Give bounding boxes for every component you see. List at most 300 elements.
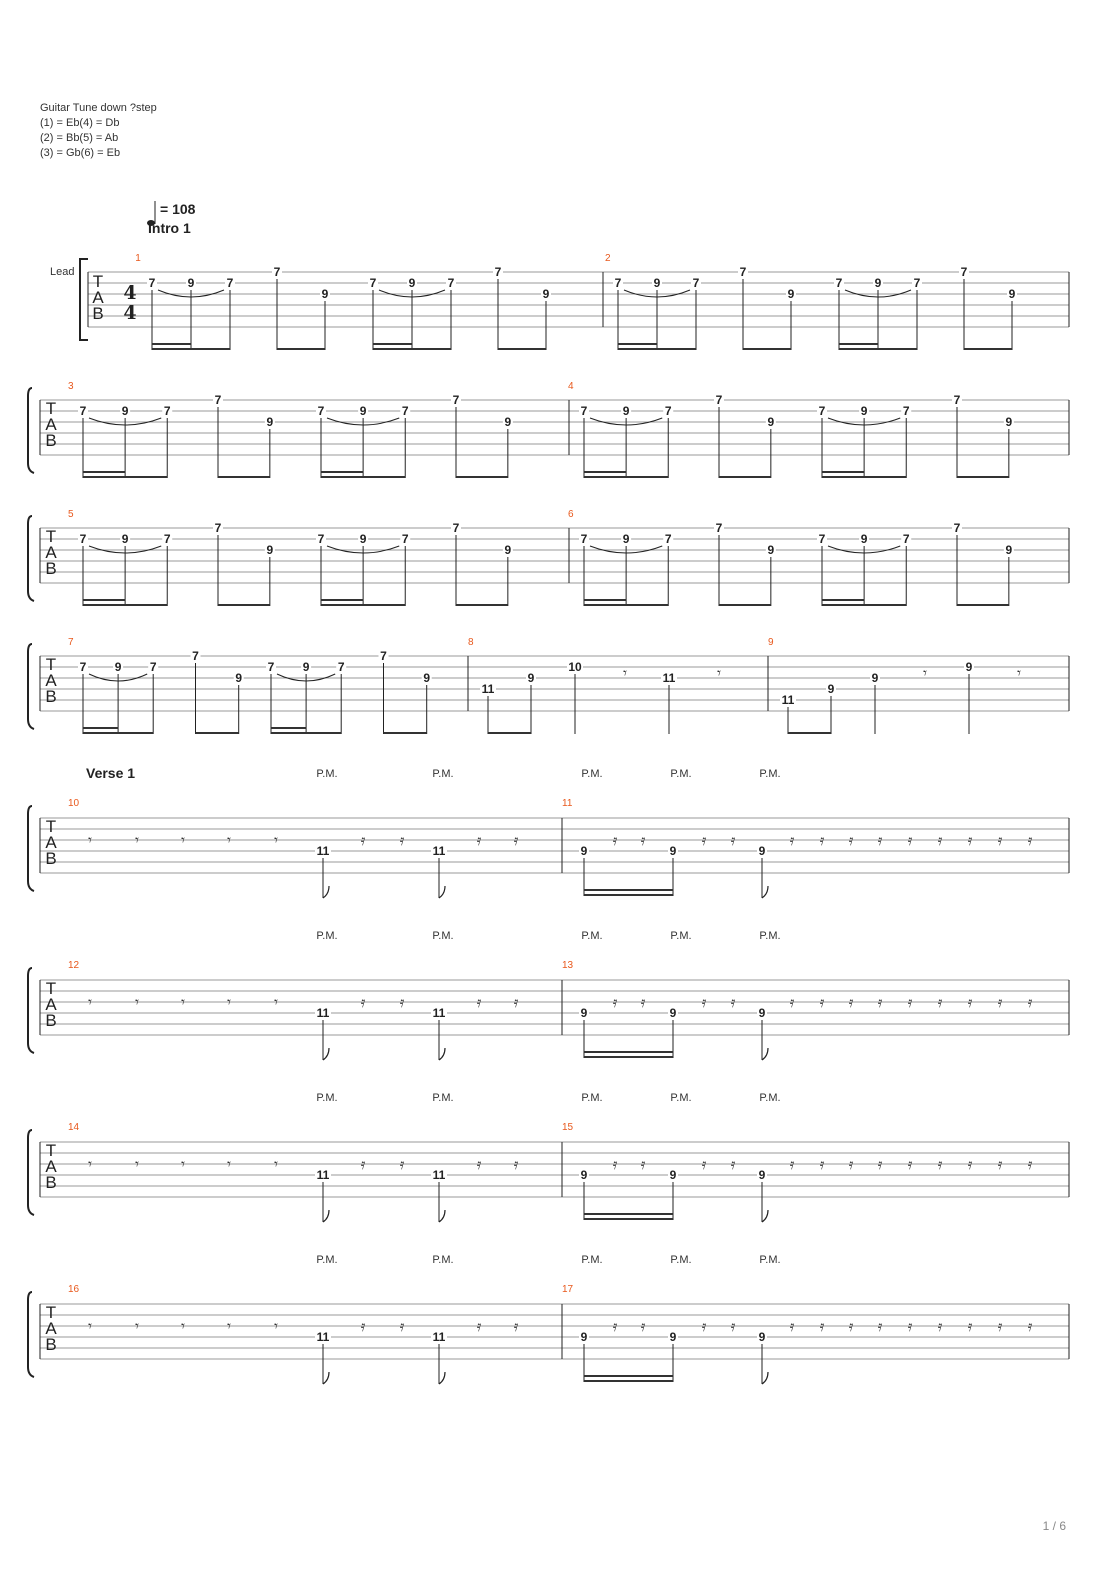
bar-number: 6 — [568, 509, 574, 520]
beam-secondary — [321, 599, 363, 601]
rest-symbol: 𝄿 — [967, 1155, 973, 1173]
beam-secondary — [822, 471, 864, 473]
rest-symbol: 𝄾 — [227, 831, 231, 849]
fret-number: 9 — [860, 532, 868, 546]
bar-number: 15 — [562, 1122, 574, 1133]
staff-brace — [28, 806, 34, 891]
tab-clef-letter: B — [45, 1011, 57, 1030]
tab-clef-letter: A — [45, 671, 57, 690]
beam-secondary — [584, 889, 673, 891]
fret-number: 7 — [739, 265, 747, 279]
rest-symbol: 𝄿 — [819, 1155, 825, 1173]
rest-symbol: 𝄿 — [640, 1317, 646, 1335]
fret-number: 9 — [758, 844, 766, 858]
fret-number: 9 — [114, 660, 122, 674]
fret-number: 7 — [614, 276, 622, 290]
rest-symbol: 𝄾 — [88, 831, 92, 849]
fret-number: 7 — [163, 404, 171, 418]
rest-symbol: 𝄿 — [937, 993, 943, 1011]
rest-symbol: 𝄿 — [701, 1155, 707, 1173]
beam — [584, 894, 673, 896]
rest-symbol: 𝄿 — [701, 831, 707, 849]
fret-number: 9 — [1005, 543, 1013, 557]
note-flag — [323, 886, 329, 898]
tab-clef-letter: A — [45, 995, 57, 1014]
tab-clef-letter: B — [45, 1335, 57, 1354]
tuning-line: (3) = Gb(6) = Eb — [40, 147, 121, 159]
beam-secondary — [373, 343, 412, 345]
tab-clef-letter: T — [45, 1141, 57, 1160]
palm-mute-marking: P.M. — [759, 1092, 781, 1104]
note-flag — [762, 886, 768, 898]
fret-number: 9 — [408, 276, 416, 290]
fret-number: 7 — [715, 521, 723, 535]
fret-number: 7 — [902, 532, 910, 546]
palm-mute-marking: P.M. — [759, 768, 781, 780]
beam — [373, 348, 451, 350]
bar-number: 13 — [562, 960, 574, 971]
beam — [488, 732, 531, 734]
fret-number: 9 — [321, 287, 329, 301]
rest-symbol: 𝄿 — [513, 831, 519, 849]
rest-symbol: 𝄾 — [274, 831, 278, 849]
rest-symbol: 𝄾 — [1017, 664, 1021, 682]
beam — [384, 732, 427, 734]
beam — [196, 732, 239, 734]
beam-secondary — [822, 599, 864, 601]
fret-number: 7 — [226, 276, 234, 290]
palm-mute-marking: P.M. — [670, 1092, 692, 1104]
rest-symbol: 𝄿 — [997, 1155, 1003, 1173]
rest-symbol: 𝄿 — [967, 1317, 973, 1335]
fret-number: 9 — [504, 543, 512, 557]
tab-clef-letter: T — [45, 817, 57, 836]
fret-number: 7 — [664, 532, 672, 546]
beam-secondary — [584, 471, 626, 473]
staff-brace — [28, 1130, 34, 1215]
fret-number: 9 — [767, 415, 775, 429]
fret-number: 7 — [317, 404, 325, 418]
beam — [584, 1056, 673, 1058]
staff-brace — [28, 516, 34, 601]
rest-symbol: 𝄾 — [88, 993, 92, 1011]
fret-number: 7 — [214, 521, 222, 535]
beam-secondary — [584, 1051, 673, 1053]
beam — [321, 476, 405, 478]
tab-clef-letter: B — [45, 431, 57, 450]
rest-symbol: 𝄿 — [848, 1155, 854, 1173]
beam-secondary — [83, 599, 125, 601]
rest-symbol: 𝄿 — [730, 993, 736, 1011]
rest-symbol: 𝄿 — [1027, 1317, 1033, 1335]
rest-symbol: 𝄿 — [612, 831, 618, 849]
rest-symbol: 𝄾 — [923, 664, 927, 682]
beam-secondary — [584, 599, 626, 601]
rest-symbol: 𝄿 — [877, 993, 883, 1011]
bar-number: 17 — [562, 1284, 574, 1295]
fret-number: 9 — [302, 660, 310, 674]
tab-clef-letter: T — [45, 1303, 57, 1322]
rest-symbol: 𝄾 — [274, 993, 278, 1011]
fret-number: 7 — [148, 276, 156, 290]
fret-number: 9 — [874, 276, 882, 290]
palm-mute-marking: P.M. — [316, 1254, 338, 1266]
fret-number: 9 — [767, 543, 775, 557]
palm-mute-marking: P.M. — [670, 1254, 692, 1266]
beam — [957, 604, 1009, 606]
beam-secondary — [321, 471, 363, 473]
beam-secondary — [584, 1213, 673, 1215]
fret-number: 9 — [580, 1006, 588, 1020]
beam-secondary — [152, 343, 191, 345]
fret-number: 9 — [827, 682, 835, 696]
rest-symbol: 𝄿 — [819, 1317, 825, 1335]
rest-symbol: 𝄿 — [967, 993, 973, 1011]
track-bracket — [80, 259, 88, 340]
rest-symbol: 𝄿 — [1027, 993, 1033, 1011]
palm-mute-marking: P.M. — [432, 768, 454, 780]
fret-number: 9 — [187, 276, 195, 290]
fret-number: 9 — [787, 287, 795, 301]
rest-symbol: 𝄾 — [135, 1155, 139, 1173]
fret-number: 7 — [692, 276, 700, 290]
rest-symbol: 𝄿 — [399, 1155, 405, 1173]
rest-symbol: 𝄾 — [623, 664, 627, 682]
rest-symbol: 𝄿 — [907, 993, 913, 1011]
palm-mute-marking: P.M. — [670, 930, 692, 942]
fret-number: 9 — [758, 1006, 766, 1020]
fret-number: 7 — [960, 265, 968, 279]
rest-symbol: 𝄿 — [997, 993, 1003, 1011]
fret-number: 7 — [715, 393, 723, 407]
fret-number: 9 — [669, 844, 677, 858]
fret-number: 9 — [121, 404, 129, 418]
fret-number: 7 — [149, 660, 157, 674]
tab-clef-letter: A — [45, 543, 57, 562]
fret-number: 7 — [273, 265, 281, 279]
beam — [584, 604, 668, 606]
palm-mute-marking: P.M. — [316, 1092, 338, 1104]
palm-mute-marking: P.M. — [759, 1254, 781, 1266]
rest-symbol: 𝄿 — [476, 1317, 482, 1335]
rest-symbol: 𝄾 — [227, 1317, 231, 1335]
bar-number: 16 — [68, 1284, 80, 1295]
fret-number: 7 — [79, 532, 87, 546]
rest-symbol: 𝄾 — [181, 1155, 185, 1173]
rest-symbol: 𝄿 — [1027, 831, 1033, 849]
palm-mute-marking: P.M. — [316, 768, 338, 780]
rest-symbol: 𝄿 — [789, 1317, 795, 1335]
rest-symbol: 𝄿 — [612, 1155, 618, 1173]
fret-number: 11 — [316, 1006, 330, 1020]
rest-symbol: 𝄿 — [907, 1155, 913, 1173]
rest-symbol: 𝄿 — [819, 993, 825, 1011]
beam — [957, 476, 1009, 478]
fret-number: 7 — [818, 404, 826, 418]
bar-number: 2 — [605, 253, 611, 264]
rest-symbol: 𝄿 — [848, 1317, 854, 1335]
palm-mute-marking: P.M. — [759, 930, 781, 942]
beam — [456, 476, 508, 478]
fret-number: 7 — [192, 649, 199, 663]
fret-number: 9 — [669, 1168, 677, 1182]
rest-symbol: 𝄿 — [789, 1155, 795, 1173]
rest-symbol: 𝄿 — [730, 1317, 736, 1335]
rest-symbol: 𝄾 — [717, 664, 721, 682]
rest-symbol: 𝄾 — [88, 1317, 92, 1335]
palm-mute-marking: P.M. — [432, 930, 454, 942]
rest-symbol: 𝄾 — [135, 993, 139, 1011]
fret-number: 9 — [359, 404, 367, 418]
beam — [321, 604, 405, 606]
rest-symbol: 𝄿 — [701, 993, 707, 1011]
beam — [456, 604, 508, 606]
rest-symbol: 𝄿 — [937, 1317, 943, 1335]
tab-clef-letter: A — [45, 415, 57, 434]
time-signature-bottom: 4 — [123, 302, 137, 324]
fret-number: 7 — [452, 393, 460, 407]
fret-number: 9 — [965, 660, 973, 674]
fret-number: 7 — [267, 660, 275, 674]
fret-number: 9 — [622, 404, 630, 418]
beam — [822, 604, 906, 606]
note-flag — [323, 1048, 329, 1060]
fret-number: 7 — [401, 532, 409, 546]
tuning-heading: Guitar Tune down ?step — [40, 102, 157, 114]
fret-number: 7 — [401, 404, 409, 418]
fret-number: 11 — [432, 1330, 446, 1344]
fret-number: 7 — [380, 649, 387, 663]
fret-number: 7 — [79, 660, 87, 674]
palm-mute-marking: P.M. — [581, 1092, 603, 1104]
section-label-intro: Intro 1 — [148, 220, 191, 236]
rest-symbol: 𝄿 — [640, 831, 646, 849]
fret-number: 9 — [266, 543, 274, 557]
note-flag — [439, 1048, 445, 1060]
tempo-marking: = 108 — [160, 201, 196, 217]
beam — [152, 348, 230, 350]
beam — [618, 348, 696, 350]
fret-number: 9 — [359, 532, 367, 546]
fret-number: 9 — [121, 532, 129, 546]
page-number: 1 / 6 — [1042, 1519, 1066, 1533]
beam — [719, 604, 771, 606]
rest-symbol: 𝄿 — [640, 993, 646, 1011]
tab-clef-letter: A — [45, 833, 57, 852]
rest-symbol: 𝄿 — [399, 993, 405, 1011]
rest-symbol: 𝄿 — [513, 1317, 519, 1335]
beam — [719, 476, 771, 478]
rest-symbol: 𝄾 — [181, 1317, 185, 1335]
fret-number: 9 — [1008, 287, 1016, 301]
tab-clef-letter: B — [45, 1173, 57, 1192]
beam-secondary — [839, 343, 878, 345]
fret-number: 7 — [452, 521, 460, 535]
beam — [584, 1380, 673, 1382]
fret-number: 7 — [447, 276, 455, 290]
palm-mute-marking: P.M. — [432, 1254, 454, 1266]
fret-number: 11 — [481, 682, 495, 696]
fret-number: 7 — [163, 532, 171, 546]
tab-clef-letter: T — [45, 527, 57, 546]
beam-secondary — [83, 471, 125, 473]
rest-symbol: 𝄾 — [274, 1155, 278, 1173]
rest-symbol: 𝄿 — [360, 831, 366, 849]
tuning-line: (2) = Bb(5) = Ab — [40, 132, 119, 144]
bar-number: 7 — [68, 637, 74, 648]
tab-clef-letter: B — [92, 304, 104, 323]
rest-symbol: 𝄿 — [730, 831, 736, 849]
fret-number: 9 — [758, 1168, 766, 1182]
rest-symbol: 𝄾 — [181, 831, 185, 849]
fret-number: 9 — [580, 844, 588, 858]
fret-number: 7 — [79, 404, 87, 418]
tuning-line: (1) = Eb(4) = Db — [40, 117, 120, 129]
rest-symbol: 𝄿 — [1027, 1155, 1033, 1173]
fret-number: 11 — [316, 1330, 330, 1344]
rest-symbol: 𝄿 — [640, 1155, 646, 1173]
fret-number: 7 — [369, 276, 377, 290]
fret-number: 9 — [423, 671, 431, 685]
note-flag — [762, 1372, 768, 1384]
rest-symbol: 𝄿 — [877, 1317, 883, 1335]
fret-number: 7 — [580, 404, 588, 418]
staff-brace — [28, 1292, 34, 1377]
rest-symbol: 𝄿 — [612, 1317, 618, 1335]
beam — [822, 476, 906, 478]
beam — [788, 732, 831, 734]
rest-symbol: 𝄿 — [513, 993, 519, 1011]
beam-secondary — [271, 727, 306, 729]
bar-number: 11 — [562, 798, 573, 809]
fret-number: 7 — [580, 532, 588, 546]
fret-number: 9 — [653, 276, 661, 290]
bar-number: 14 — [68, 1122, 80, 1133]
fret-number: 9 — [871, 671, 879, 685]
beam — [83, 732, 153, 734]
rest-symbol: 𝄿 — [967, 831, 973, 849]
bar-number: 12 — [68, 960, 80, 971]
fret-number: 7 — [317, 532, 325, 546]
palm-mute-marking: P.M. — [670, 768, 692, 780]
rest-symbol: 𝄿 — [476, 831, 482, 849]
fret-number: 7 — [214, 393, 222, 407]
note-flag — [439, 1210, 445, 1222]
tab-clef-letter: B — [45, 559, 57, 578]
rest-symbol: 𝄿 — [360, 1155, 366, 1173]
rest-symbol: 𝄿 — [476, 1155, 482, 1173]
tab-clef-letter: A — [45, 1319, 57, 1338]
section-label-verse: Verse 1 — [86, 765, 136, 781]
fret-number: 9 — [235, 671, 243, 685]
beam — [839, 348, 917, 350]
fret-number: 9 — [860, 404, 868, 418]
beam — [83, 476, 167, 478]
tab-clef-letter: A — [45, 1157, 57, 1176]
rest-symbol: 𝄾 — [88, 1155, 92, 1173]
fret-number: 11 — [432, 844, 446, 858]
rest-symbol: 𝄿 — [997, 1317, 1003, 1335]
bar-number: 8 — [468, 637, 474, 648]
rest-symbol: 𝄿 — [730, 1155, 736, 1173]
tab-clef-letter: A — [92, 288, 104, 307]
rest-symbol: 𝄿 — [937, 1155, 943, 1173]
fret-number: 9 — [1005, 415, 1013, 429]
tab-clef-letter: B — [45, 687, 57, 706]
fret-number: 7 — [835, 276, 843, 290]
fret-number: 9 — [580, 1330, 588, 1344]
note-flag — [762, 1210, 768, 1222]
fret-number: 7 — [913, 276, 921, 290]
bar-number: 3 — [68, 381, 74, 392]
fret-number: 9 — [669, 1006, 677, 1020]
rest-symbol: 𝄿 — [701, 1317, 707, 1335]
fret-number: 11 — [781, 693, 795, 707]
rest-symbol: 𝄿 — [789, 831, 795, 849]
beam — [584, 1218, 673, 1220]
fret-number: 7 — [902, 404, 910, 418]
beam — [218, 476, 270, 478]
rest-symbol: 𝄿 — [360, 1317, 366, 1335]
bar-number: 4 — [568, 381, 574, 392]
bar-number: 9 — [768, 637, 774, 648]
bar-number: 10 — [68, 798, 80, 809]
fret-number: 9 — [527, 671, 535, 685]
bar-number: 5 — [68, 509, 74, 520]
staff-brace — [28, 968, 34, 1053]
tab-clef-letter: T — [45, 655, 57, 674]
palm-mute-marking: P.M. — [581, 768, 603, 780]
fret-number: 9 — [580, 1168, 588, 1182]
note-flag — [762, 1048, 768, 1060]
fret-number: 7 — [494, 265, 502, 279]
tab-clef-letter: B — [45, 849, 57, 868]
fret-number: 11 — [316, 844, 330, 858]
bar-number: 1 — [135, 253, 141, 264]
rest-symbol: 𝄿 — [789, 993, 795, 1011]
fret-number: 9 — [542, 287, 550, 301]
fret-number: 11 — [316, 1168, 330, 1182]
fret-number: 7 — [953, 393, 961, 407]
rest-symbol: 𝄾 — [227, 993, 231, 1011]
note-flag — [439, 1372, 445, 1384]
rest-symbol: 𝄿 — [877, 831, 883, 849]
note-flag — [323, 1372, 329, 1384]
rest-symbol: 𝄾 — [135, 831, 139, 849]
staff-brace — [28, 644, 34, 729]
rest-symbol: 𝄿 — [848, 831, 854, 849]
rest-symbol: 𝄿 — [360, 993, 366, 1011]
rest-symbol: 𝄿 — [819, 831, 825, 849]
rest-symbol: 𝄾 — [227, 1155, 231, 1173]
rest-symbol: 𝄾 — [135, 1317, 139, 1335]
fret-number: 7 — [818, 532, 826, 546]
fret-number: 10 — [568, 660, 582, 674]
note-flag — [323, 1210, 329, 1222]
beam-secondary — [83, 727, 118, 729]
rest-symbol: 𝄿 — [612, 993, 618, 1011]
fret-number: 9 — [669, 1330, 677, 1344]
rest-symbol: 𝄿 — [907, 1317, 913, 1335]
tab-clef-letter: T — [45, 399, 57, 418]
palm-mute-marking: P.M. — [316, 930, 338, 942]
rest-symbol: 𝄿 — [907, 831, 913, 849]
beam-secondary — [584, 1375, 673, 1377]
fret-number: 7 — [953, 521, 961, 535]
palm-mute-marking: P.M. — [581, 1254, 603, 1266]
staff-brace — [28, 388, 34, 473]
fret-number: 11 — [662, 671, 676, 685]
